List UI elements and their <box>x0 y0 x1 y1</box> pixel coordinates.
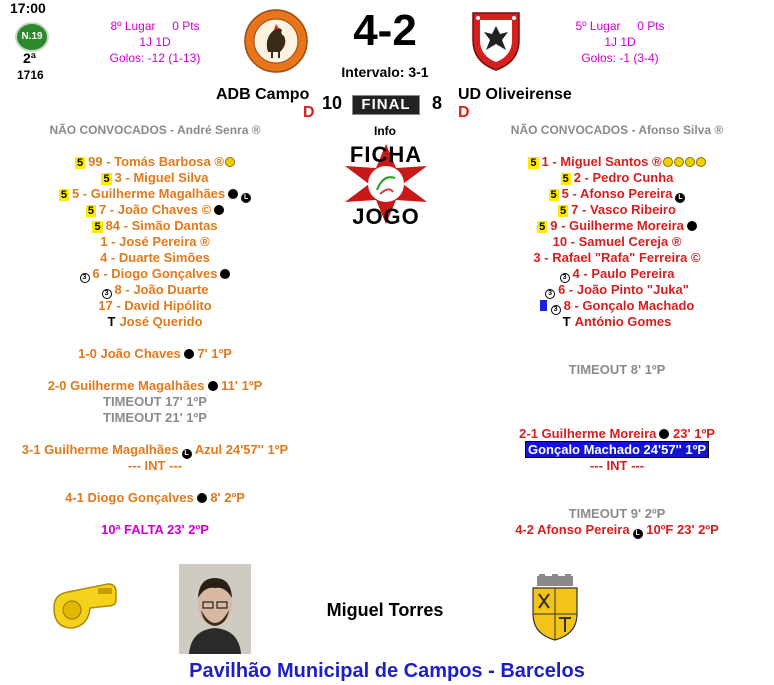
five-badge: 5 <box>60 189 67 201</box>
five-badge: 5 <box>87 205 94 217</box>
away-crest-icon[interactable] <box>470 10 522 77</box>
five-badge: 5 <box>94 221 101 233</box>
away-result: D <box>458 104 470 121</box>
home-points: 0 Pts <box>172 19 200 33</box>
player-row[interactable]: 3 8 - João Duarte <box>20 282 290 298</box>
home-event: 4-1 Diogo Gonçalves 8' 2ºP <box>65 490 245 505</box>
goal-icon <box>197 493 207 503</box>
player-row[interactable]: T José Querido <box>107 314 203 329</box>
home-event: TIMEOUT 17' 1ºP <box>103 394 207 409</box>
goal-l-icon: L <box>633 529 643 539</box>
match-time: 17:00 <box>10 0 46 16</box>
away-record: 1J 1D <box>604 35 636 49</box>
goal-l-icon: L <box>675 193 685 203</box>
info-link[interactable]: Info <box>374 124 396 138</box>
away-goals: Golos: -1 (3-4) <box>581 51 659 65</box>
player-row[interactable]: 5 9 - Guilherme Moreira <box>482 218 752 234</box>
home-position: 8º Lugar <box>110 19 156 33</box>
away-not-called: NÃO CONVOCADOS - Afonso Silva ® <box>510 123 724 137</box>
player-row[interactable]: 3 4 - Paulo Pereira <box>482 266 752 282</box>
player-row[interactable]: 3 8 - Gonçalo Machado <box>482 298 752 314</box>
away-event: 4-2 Afonso Pereira L 10ºF 23' 2ºP <box>515 522 719 537</box>
venue-name[interactable]: Pavilhão Municipal de Campos - Barcelos <box>189 660 585 682</box>
five-badge: 5 <box>562 173 569 185</box>
home-event: 3-1 Guilherme Magalhães L Azul 24'57'' 1ºP <box>21 442 289 457</box>
away-event: TIMEOUT 9' 2ºP <box>568 506 666 521</box>
score: 4-2 <box>353 6 417 55</box>
away-position: 5º Lugar <box>575 19 621 33</box>
home-event: --- INT --- <box>127 458 183 473</box>
home-crest-icon[interactable] <box>244 8 308 79</box>
goal-icon <box>208 381 218 391</box>
player-row[interactable]: 5 7 - Vasco Ribeiro <box>560 202 676 217</box>
ficha-label: FICHA <box>349 142 423 167</box>
game-number: 1716 <box>17 68 44 82</box>
round-badge-icon: N.19 <box>15 22 49 52</box>
home-fouls: 10 <box>322 93 343 113</box>
ficha-jogo-logo[interactable] <box>333 138 439 230</box>
player-row[interactable]: 3 - Rafael "Rafa" Ferreira © <box>533 250 701 265</box>
match-status-badge: FINAL <box>352 95 420 115</box>
goal-icon <box>214 205 224 215</box>
home-stats <box>75 18 235 66</box>
five-badge: 5 <box>539 221 546 233</box>
coach-icon: T <box>107 314 116 329</box>
away-points: 0 Pts <box>637 19 665 33</box>
home-result: D <box>303 104 315 121</box>
goal-icon <box>220 269 230 279</box>
player-row[interactable]: 5 84 - Simão Dantas <box>94 218 218 233</box>
away-lineup <box>482 154 752 330</box>
home-team-name[interactable]: ADB Campo <box>216 86 310 103</box>
away-fouls: 8 <box>432 93 443 113</box>
yellow-card-icon <box>685 157 695 167</box>
player-row[interactable]: 5 5 - Afonso Pereira L <box>482 186 752 202</box>
home-goals: Golos: -12 (1-13) <box>109 51 201 65</box>
player-row[interactable]: 4 - Duarte Simões <box>100 250 210 265</box>
sub-3-icon: 3 <box>102 289 112 299</box>
away-event: --- INT --- <box>589 458 645 473</box>
player-row[interactable]: T António Gomes <box>562 314 672 329</box>
player-row[interactable]: 1 - José Pereira ® <box>100 234 210 249</box>
blue-card-icon <box>540 300 547 311</box>
home-record: 1J 1D <box>139 35 171 49</box>
sub-3-icon: 3 <box>560 273 570 283</box>
home-event: 10ª FALTA 23' 2ºP <box>101 522 209 537</box>
sub-3-icon: 3 <box>545 289 555 299</box>
player-row[interactable]: 17 - David Hipólito <box>98 298 212 313</box>
goal-icon <box>228 189 238 199</box>
whistle-icon <box>50 578 122 639</box>
player-row[interactable]: 5 7 - João Chaves © <box>20 202 290 218</box>
away-event: 2-1 Guilherme Moreira 23' 1ºP <box>519 426 715 441</box>
home-lineup <box>20 154 290 330</box>
blue-card-event: Gonçalo Machado 24'57'' 1ºP <box>527 442 707 457</box>
home-event: 2-0 Guilherme Magalhães 11' 1ºP <box>47 378 263 393</box>
yellow-card-icon <box>663 157 673 167</box>
away-event: TIMEOUT 8' 1ºP <box>568 362 666 377</box>
sub-3-icon: 3 <box>80 273 90 283</box>
player-row[interactable]: 5 5 - Guilherme Magalhães L <box>20 186 290 202</box>
player-row[interactable]: 3 6 - Diogo Gonçalves <box>20 266 290 282</box>
referee-name: Miguel Torres <box>326 600 444 620</box>
home-not-called: NÃO CONVOCADOS - André Senra ® <box>49 123 261 137</box>
player-row[interactable]: 5 99 - Tomás Barbosa ® <box>20 154 290 170</box>
away-event <box>482 442 752 458</box>
player-row[interactable]: 5 1 - Miguel Santos ® <box>482 154 752 170</box>
goal-l-icon: L <box>182 449 192 459</box>
goal-icon <box>687 221 697 231</box>
goal-l-icon: L <box>241 193 251 203</box>
five-badge: 5 <box>77 157 84 169</box>
yellow-card-icon <box>225 157 235 167</box>
association-crest-icon <box>529 574 581 647</box>
goal-icon <box>659 429 669 439</box>
five-badge: 5 <box>560 205 567 217</box>
referee-photo <box>179 564 251 654</box>
home-event: 1-0 João Chaves 7' 1ºP <box>78 346 232 361</box>
five-badge: 5 <box>530 157 537 169</box>
player-row[interactable]: 5 2 - Pedro Cunha <box>562 170 674 185</box>
coach-icon: T <box>562 314 571 329</box>
yellow-card-icon <box>696 157 706 167</box>
referee-avatar-icon <box>179 564 251 654</box>
division: 2ª <box>23 50 36 66</box>
away-stats <box>540 18 700 66</box>
away-team-name[interactable]: UD Oliveirense <box>458 86 572 103</box>
player-row[interactable]: 5 3 - Miguel Silva <box>103 170 209 185</box>
sub-3-icon: 3 <box>551 305 561 315</box>
goal-icon <box>184 349 194 359</box>
player-row[interactable]: 3 6 - João Pinto "Juka" <box>482 282 752 298</box>
halftime-score: Intervalo: 3-1 <box>341 64 429 80</box>
five-badge: 5 <box>103 173 110 185</box>
yellow-card-icon <box>674 157 684 167</box>
five-badge: 5 <box>550 189 557 201</box>
home-event: TIMEOUT 21' 1ºP <box>103 410 207 425</box>
player-row[interactable]: 10 - Samuel Cereja ® <box>552 234 682 249</box>
jogo-label: JOGO <box>352 204 420 229</box>
